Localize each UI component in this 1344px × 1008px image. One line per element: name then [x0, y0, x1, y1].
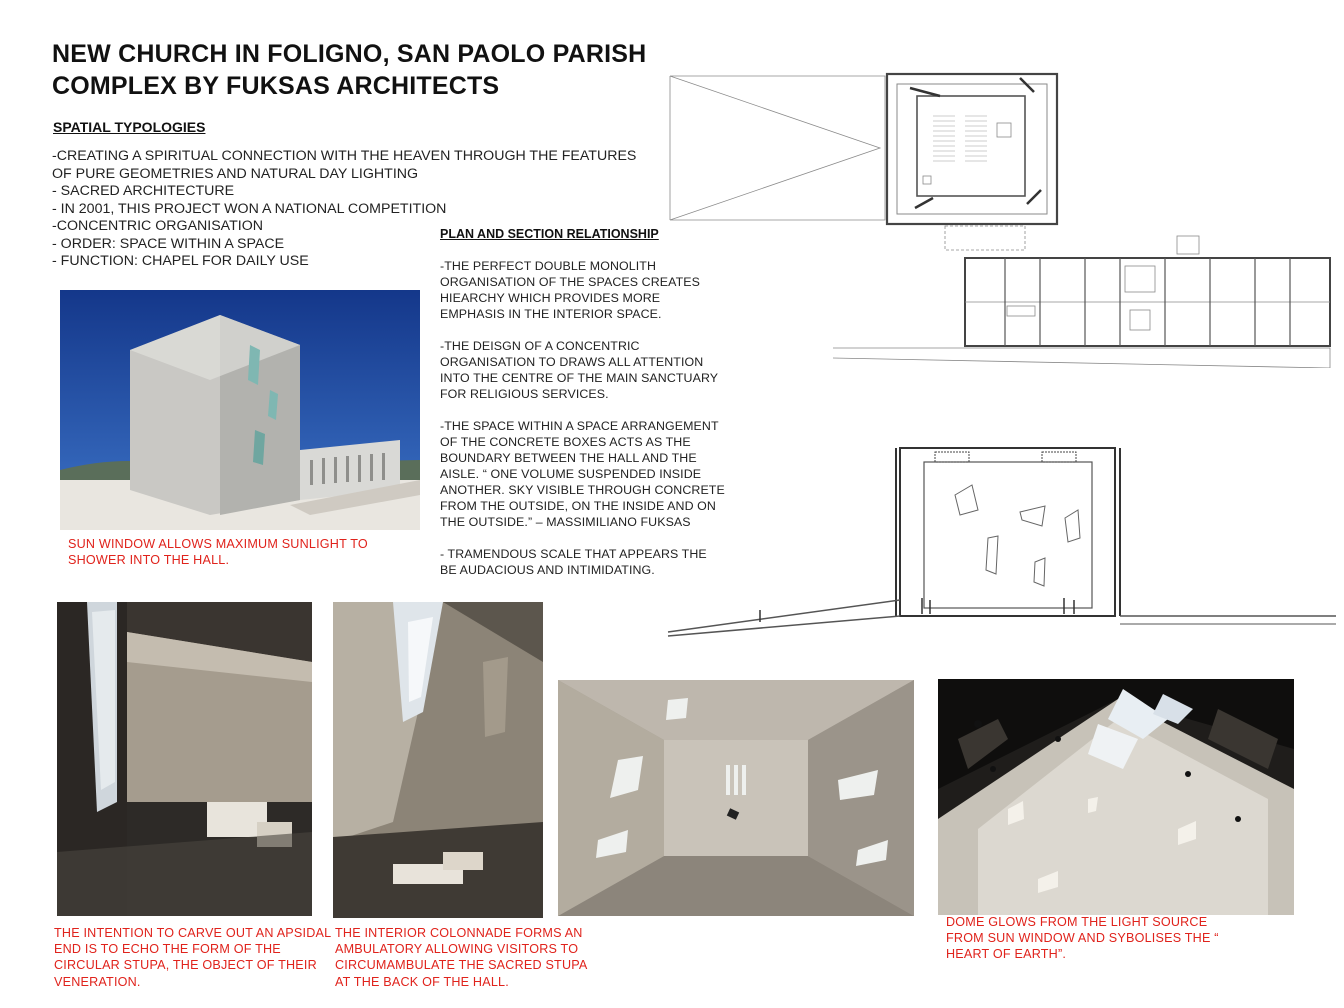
list-item: - SACRED ARCHITECTURE: [52, 183, 235, 199]
exterior-photo: [60, 290, 420, 530]
caption-interior-2: THE INTERIOR COLONNADE FORMS AN AMBULATORY ALLOWING VISITORS TO CIRCUMAMBULATE THE SACRED STUPA AT THE BACK OF THE HALL.: [335, 926, 588, 989]
list-item: -CONCENTRIC ORGANISATION: [52, 218, 263, 234]
caption-exterior: SUN WINDOW ALLOWS MAXIMUM SUNLIGHT TO SHOWER INTO THE HALL.: [68, 537, 368, 568]
plan-section-heading: PLAN AND SECTION RELATIONSHIP: [440, 227, 659, 241]
list-item: -CREATING A SPIRITUAL CONNECTION WITH THE HEAVEN THROUGH THE FEATURES: [52, 148, 637, 164]
spatial-typologies-heading: SPATIAL TYPOLOGIES: [53, 119, 206, 135]
interior-photo-4: [938, 679, 1294, 915]
spatial-typologies-list: [52, 148, 692, 271]
section-drawing: [660, 440, 1340, 640]
page-title: [52, 38, 732, 102]
interior-photo-2: [333, 602, 543, 918]
paragraph: -THE SPACE WITHIN A SPACE ARRANGEMENT OF THE CONCRETE BOXES ACTS AS THE BOUNDARY BETWEEN THE HALL AND THE AISLE. “ ONE VOLUME SUSPENDED INSIDE ANOTHER. SKY VISIBLE THROUGH CONCRETE FROM THE OUTSIDE, ON THE INSIDE AND ON THE OUTSIDE.” – MASSIMILIANO FUKSAS: [440, 419, 725, 529]
interior-photo-1: [57, 602, 312, 916]
list-item: OF PURE GEOMETRIES AND NATURAL DAY LIGHTING: [52, 165, 419, 182]
floor-plan-drawing: [665, 68, 1340, 368]
interior-photo-3: [558, 680, 914, 916]
paragraph: -THE DEISGN OF A CONCENTRIC ORGANISATION TO DRAWS ALL ATTENTION INTO THE CENTRE OF THE MAIN SANCTUARY FOR RELIGIOUS SERVICES.: [440, 339, 719, 401]
list-item: - ORDER: SPACE WITHIN A SPACE: [52, 235, 285, 252]
paragraph: -THE PERFECT DOUBLE MONOLITH ORGANISATION OF THE SPACES CREATES HIEARCHY WHICH PROVIDES MORE EMPHASIS IN THE INTERIOR SPACE.: [440, 259, 700, 321]
title-line-1: NEW CHURCH IN FOLIGNO, SAN PAOLO PARISH: [52, 40, 647, 68]
title-line-2: COMPLEX BY FUKSAS ARCHITECTS: [52, 72, 500, 100]
caption-interior-1: THE INTENTION TO CARVE OUT AN APSIDAL END IS TO ECHO THE FORM OF THE CIRCULAR STUPA, THE OBJECT OF THEIR VENERATION.: [54, 926, 332, 989]
paragraph: - TRAMENDOUS SCALE THAT APPEARS THE BE AUDACIOUS AND INTIMIDATING.: [440, 547, 707, 577]
caption-dome: DOME GLOWS FROM THE LIGHT SOURCE FROM SUN WINDOW AND SYBOLISES THE “ HEART OF EARTH”.: [946, 915, 1219, 962]
list-item: - FUNCTION: CHAPEL FOR DAILY USE: [52, 253, 309, 269]
list-item: - IN 2001, THIS PROJECT WON A NATIONAL COMPETITION: [52, 200, 447, 217]
